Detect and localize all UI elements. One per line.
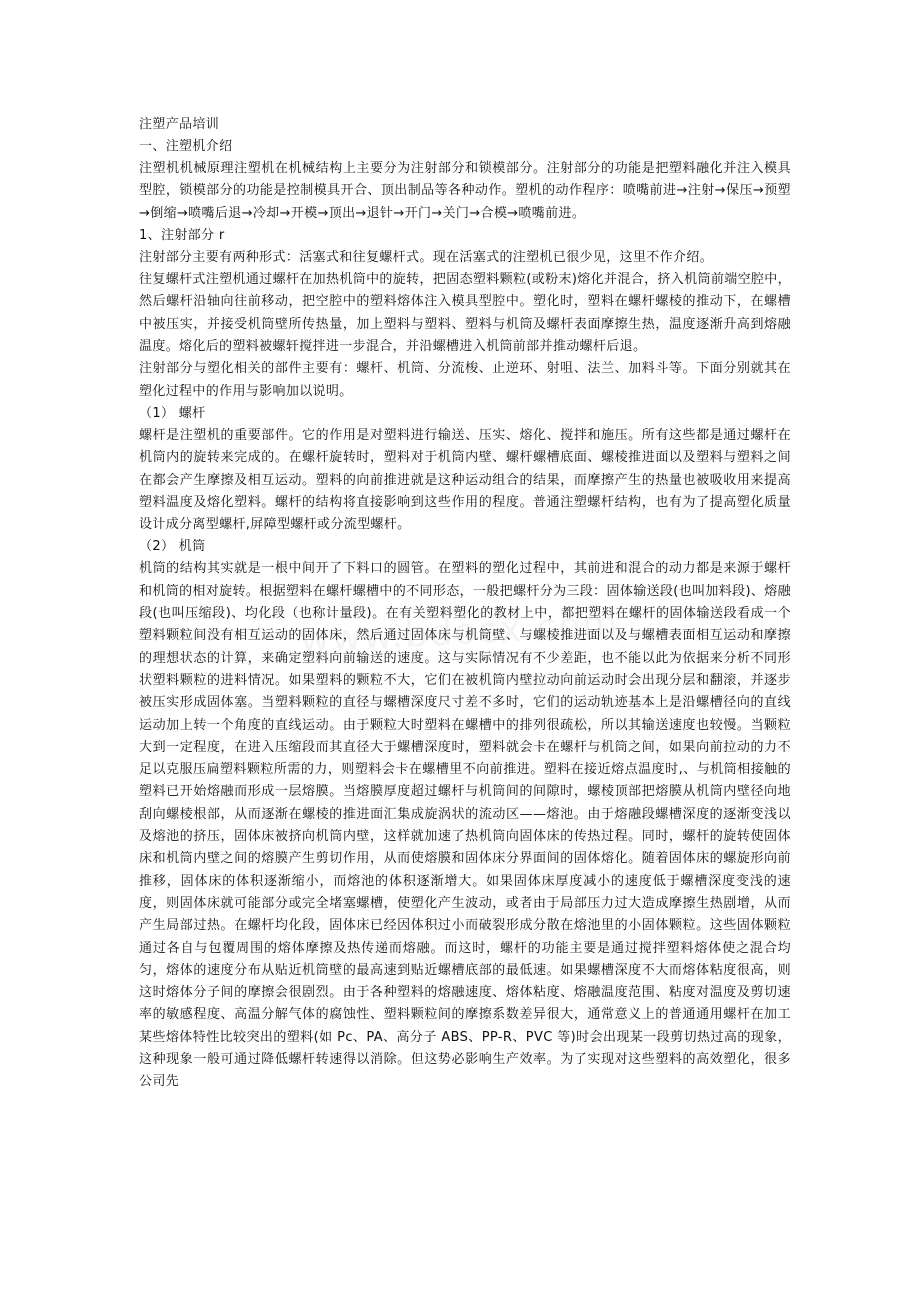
- subsection-heading: 1、注射部分 r: [139, 227, 225, 243]
- section-heading: 一、注塑机介绍: [139, 139, 233, 154]
- paragraph-reciprocating: 往复螺杆式注塑机通过螺杆在加热机筒中的旋转，把固态塑料颗粒(或粉末)熔化并混合，挤入机筒前端空腔中，然后螺杆沿轴向往前移动，把空腔中的塑料熔体注入模具型腔中。塑化时，塑料在螺杆螺棱的推动下，在螺槽中被压实，并接受机筒壁所传热量，加上塑料与塑料、塑料与机筒及螺杆表面摩擦生热，温度逐渐升高到熔融温度。熔化后的塑料被螺轩搅拌进一步混合，并沿螺槽进入机筒前部并推动螺杆后退。: [139, 272, 791, 355]
- paragraph-forms: 注射部分主要有两种形式：活塞式和往复螺杆式。现在活塞式的注塑机已很少见，这里不作介绍。: [139, 249, 714, 265]
- item-heading-screw: （1） 螺杆: [139, 405, 206, 421]
- paragraph-components: 注射部分与塑化相关的部件主要有：螺杆、机筒、分流梭、止逆环、射咀、法兰、加料斗等。下面分别就其在塑化过程中的作用与影响加以说明。: [139, 361, 791, 399]
- document-title: 注塑产品培训: [139, 117, 220, 132]
- item-heading-barrel: （2） 机筒: [139, 539, 206, 555]
- paragraph-screw: 螺杆是注塑机的重要部件。它的作用是对塑料进行输送、压实、熔化、搅拌和施压。所有这些都是通过螺杆在机筒内的旋转来完成的。在螺杆旋转时，塑料对于机筒内壁、螺杆螺槽底面、螺棱推进面以及塑料与塑料之间在都会产生摩擦及相互运动。塑料的向前推进就是这种运动组合的结果，而摩擦产生的热量也被吸收用来提高塑料温度及熔化塑料。螺杆的结构将直接影响到这些作用的程度。普通注塑螺杆结构，也有为了提高塑化质量设计成分离型螺杆,屏障型螺杆或分流型螺杆。: [139, 427, 791, 533]
- paragraph-intro: 注塑机机械原理注塑机在机械结构上主要分为注射部分和锁模部分。注射部分的功能是把塑料融化并注入模具型腔，锁模部分的功能是控制模具开合、顶出制品等各种动作。塑机的动作程序：喷嘴前进→注射→保压→预塑→倒缩→喷嘴后退→冷却→开模→顶出→退针→开门→关门→合模→喷嘴前进。: [139, 161, 791, 221]
- paragraph-barrel: 机筒的结构其实就是一根中间开了下料口的圆管。在塑料的塑化过程中，其前进和混合的动力都是来源于螺杆和机筒的相对旋转。根据塑料在螺杆螺槽中的不同形态，一般把螺杆分为三段：固体输送段(也叫加料段)、熔融段(也叫压缩段)、均化段（也称计量段)。在有关塑料塑化的教材上中，都把塑料在螺杆的固体输送段看成一个塑料颗粒间没有相互运动的固体床，然后通过固体床与机筒壁、与螺棱推进面以及与螺槽表面相互运动和摩擦的理想状态的计算，来确定塑料向前输送的速度。这与实际情况有不少差距，也不能以此为依据来分析不同形状塑料颗粒的进料情况。如果塑料的颗粒不大，它们在被机筒内壁拉动向前运动时会出现分层和翻滚，并逐步被压实形成固体塞。当塑料颗粒的直径与螺槽深度尺寸差不多时，它们的运动轨迹基本上是沿螺槽径向的直线运动加上转一个角度的直线运动。由于颗粒大时塑料在螺槽中的排列很疏松，所以其输送速度也较慢。当颗粒大到一定程度，在进入压缩段而其直径大于螺槽深度时，塑料就会卡在螺杆与机筒之间，如果向前拉动的力不足以克服压扁塑料颗粒所需的力，则塑料会卡在螺槽里不向前推进。塑料在接近熔点温度时,、与机筒相接触的塑料已开始熔融而形成一层熔膜。当熔膜厚度超过螺杆与机筒间的间隙时，螺棱顶部把熔膜从机筒内壁径向地刮向螺棱根部，从而逐渐在螺棱的推进面汇集成旋涡状的流动区——熔池。由于熔融段螺槽深度的逐渐变浅以及熔池的挤压，固体床被挤向机筒内壁，这样就加速了热机筒向固体床的传热过程。同时，螺杆的旋转使固体床和机筒内壁之间的熔膜产生剪切作用，从而使熔膜和固体床分界面间的固体熔化。随着固体床的螺旋形向前推移，固体床的体积逐渐缩小，而熔池的体积逐渐增大。如果固体床厚度减小的速度低于螺槽深度变浅的速度，则固体床就可能部分或完全堵塞螺槽，使塑化产生波动，或者由于局部压力过大造成摩擦生热剧增，从而产生局部过热。在螺杆均化段，固体床已经因体积过小而破裂形成分散在熔池里的小固体颗粒。这些固体颗粒通过各自与包覆周围的熔体摩擦及热传递而熔融。而这时，螺杆的功能主要是通过搅拌塑料熔体使之混合均匀，熔体的速度分布从贴近机筒壁的最高速到贴近螺槽底部的最低速。如果螺槽深度不大而熔体粘度很高，则这时熔体分子间的摩擦会很剧烈。由于各种塑料的熔融速度、熔体粘度、熔融温度范围、粘度对温度及剪切速率的敏感程度、高温分解气体的腐蚀性、塑料颗粒间的摩擦系数差异很大，通常意义上的普通通用螺杆在加工某些熔体特性比较突出的塑料(如 Pc、PA、高分子 ABS、PP-R、PVC 等)时会出现某一段剪切热过高的现象，这种现象一般可通过降低螺杆转速得以消除。但这势必影响生产效率。为了实现对这些塑料的高效塑化，很多公司先: [139, 561, 791, 1090]
- document-page: [139, 114, 791, 1094]
